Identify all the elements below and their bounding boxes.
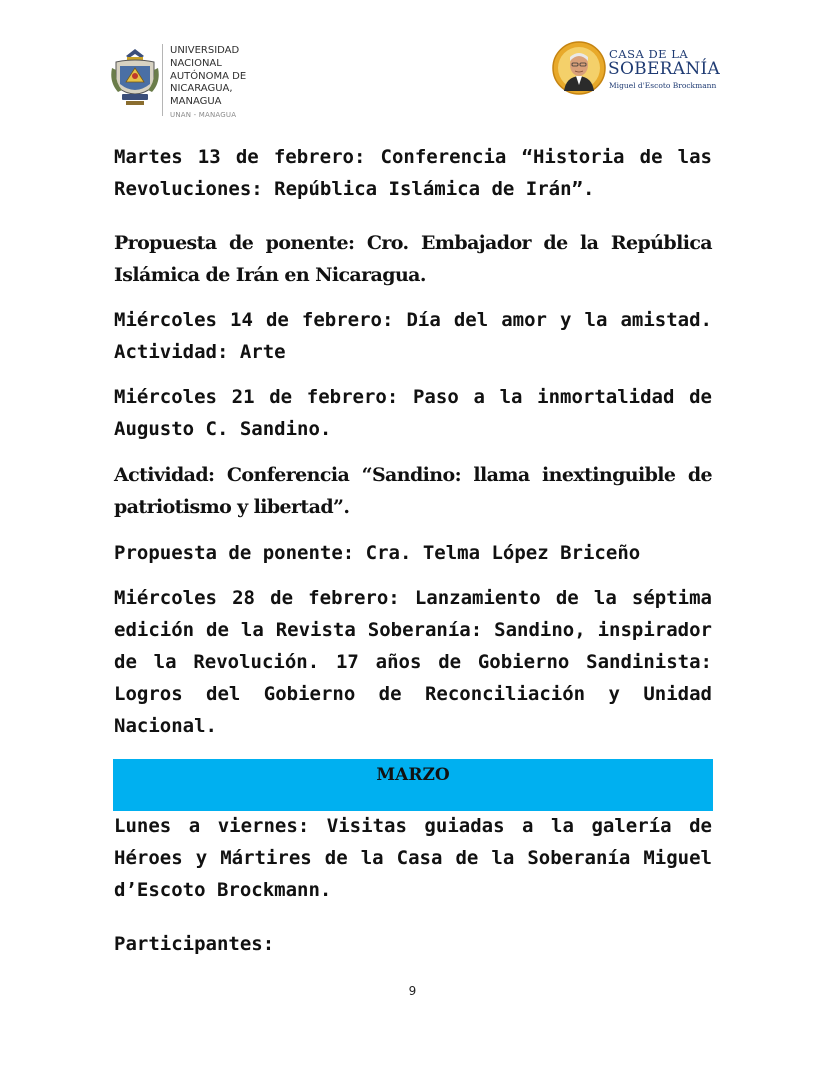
university-name-line: MANAGUA [170,96,222,108]
university-name-line: UNIVERSIDAD [170,45,240,56]
portrait-medallion-icon [552,41,606,95]
casa-soberania-logo [552,41,722,97]
event-feb-13: Martes 13 de febrero: Conferencia “Historia de las Revoluciones: República Islámica de Irán”. [114,146,712,200]
guided-visits: Lunes a viernes: Visitas guiadas a la galería de Héroes y Mártires de la Casa de la Soberanía Miguel d’Escoto Brockmann. [114,815,712,901]
casa-logo-main: SOBERANÍA [608,59,721,79]
university-name-line: NACIONAL [170,57,222,69]
unan-logo [110,42,280,122]
casa-logo-sub: Miguel d'Escoto Brockmann [609,81,717,90]
page-number: 9 [408,984,417,998]
logo-divider [162,44,163,116]
university-name-line: NICARAGUA, [170,83,233,95]
activity-sandino-conference: Actividad: Conferencia “Sandino: llama inextinguible de patriotismo y libertad”. [114,464,712,518]
university-name-line: AUTÓNOMA DE [170,70,247,82]
casa-logo-top: CASA DE LA [609,47,689,61]
university-name [170,45,246,109]
event-feb-21: Miércoles 21 de febrero: Paso a la inmortalidad de Augusto C. Sandino. [114,386,712,440]
event-feb-14: Miércoles 14 de febrero: Día del amor y la amistad. Actividad: Arte [114,309,712,363]
speaker-proposal-lopez: Propuesta de ponente: Cra. Telma López Briceño [114,542,641,564]
section-heading: MARZO [376,765,450,785]
university-acronym: UNAN - MANAGUA [170,111,237,119]
event-feb-28: Miércoles 28 de febrero: Lanzamiento de la séptima edición de la Revista Soberanía: Sandino, inspirador de la Revolución. 17 años de Gobierno Sandinista: Logros del Gobierno de Reconciliación y Unidad Nacional. [114,587,712,737]
section-heading-band [113,759,713,811]
speaker-proposal-iran: Propuesta de ponente: Cro. Embajador de la República Islámica de Irán en Nicaragua. [114,232,712,286]
unan-seal-icon [110,46,160,108]
participants-label: Participantes: [114,933,275,955]
